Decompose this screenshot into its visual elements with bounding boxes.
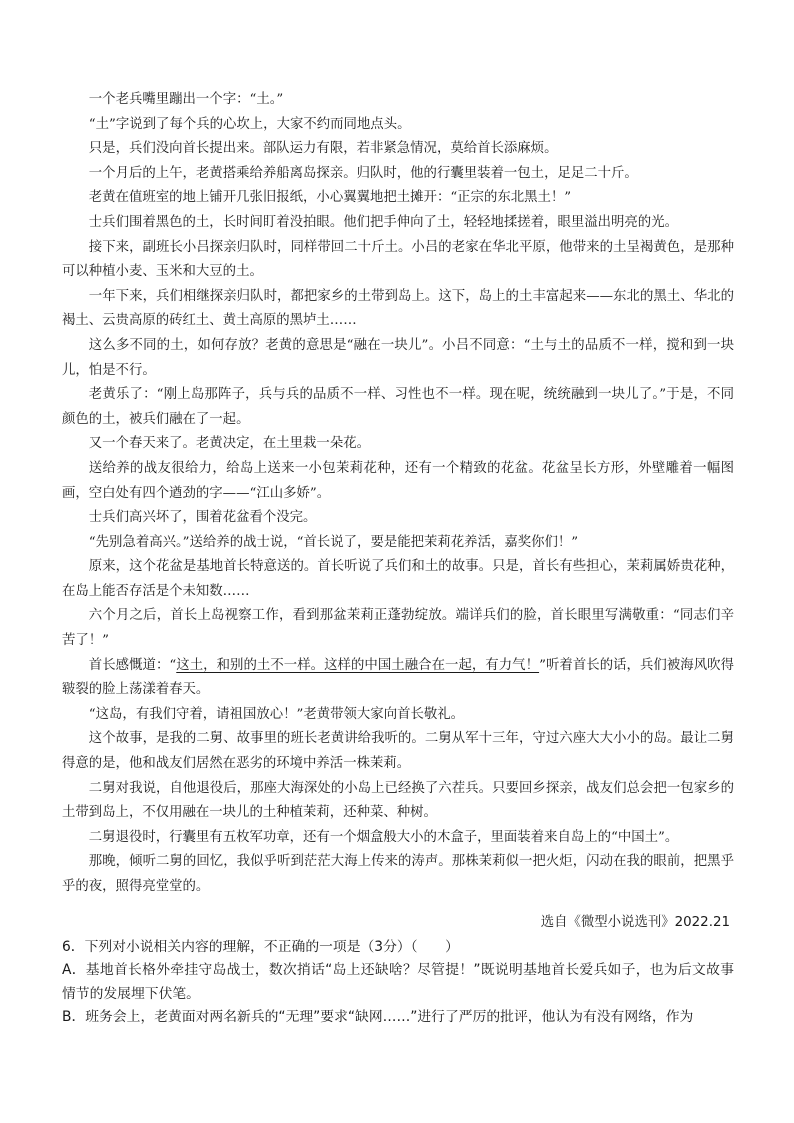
story-text bbox=[62, 88, 734, 900]
story-paragraph: 又一个春天来了。老黄决定，在土里栽一朵花。 bbox=[88, 436, 370, 452]
question-6-stem: 6．下列对小说相关内容的理解，不正确的一项是（3分）（ ） bbox=[62, 939, 459, 955]
questions-section bbox=[62, 936, 734, 1030]
story-paragraph: 六个月之后，首长上岛视察工作，看到那盆茉莉正蓬勃绽放。端详兵们的脸，首长眼里写满敬重：“同志们辛苦了！” bbox=[62, 608, 734, 649]
quote-lead: 首长感慨道：“ bbox=[88, 657, 177, 673]
story-paragraph: “这岛，有我们守着，请祖国放心！”老黄带领大家向首长敬礼。 bbox=[88, 706, 465, 722]
story-paragraph: 送给养的战友很给力，给岛上送来一小包茉莉花种，还有一个精致的花盆。花盆呈长方形，外壁雕着一幅图画，空白处有四个遒劲的字——“江山多娇”。 bbox=[62, 460, 734, 501]
quote-tail: ”听着首长的话，兵们被海风吹得皲裂的脸上荡漾着春天。 bbox=[62, 657, 734, 698]
option-b: B．班务会上，老黄面对两名新兵的“无理”要求“缺网……”进行了严厉的批评，他认为有没有网络，作为 bbox=[62, 1009, 694, 1026]
story-paragraph: 一年下来，兵们相继探亲归队时，都把家乡的土带到岛上。这下，岛上的土丰富起来——东北的黑土、华北的褐土、云贵高原的砖红土、黄土高原的黑垆土…… bbox=[62, 288, 734, 329]
story-paragraph: 老黄在值班室的地上铺开几张旧报纸，小心翼翼地把土摊开：“正宗的东北黑土！” bbox=[88, 190, 572, 206]
source-citation: 选自《微型小说选刊》2022.21 bbox=[540, 915, 730, 930]
story-paragraph-underlined-quote bbox=[62, 654, 734, 703]
story-paragraph: 二舅退役时，行囊里有五枚军功章，还有一个烟盒般大小的木盒子，里面装着来自岛上的“中国土”。 bbox=[88, 829, 679, 845]
story-paragraph: 老黄乐了：“刚上岛那阵子，兵与兵的品质不一样、习性也不一样。现在呢，统统融到一块儿了。”于是，不同颜色的土，被兵们融在了一起。 bbox=[62, 387, 734, 427]
story-paragraph: 那晚，倾听二舅的回忆，我似乎听到茫茫大海上传来的涛声。那株茉莉似一把火炬，闪动在我的眼前，把黑乎乎的夜，照得亮堂堂的。 bbox=[62, 854, 734, 894]
story-paragraph: “先别急着高兴。”送给养的战士说，“首长说了，要是能把茉莉花养活，嘉奖你们！” bbox=[88, 534, 579, 550]
story-paragraph: 这么多不同的土，如何存放？老黄的意思是“融在一块儿”。小吕不同意：“土与土的品质不一样，搅和到一块儿，怕是不行。 bbox=[62, 337, 734, 378]
story-paragraph: 原来，这个花盆是基地首长特意送的。首长听说了兵们和土的故事。只是，首长有些担心，茉莉属娇贵花种，在岛上能否存活是个未知数…… bbox=[62, 559, 734, 599]
story-paragraph: 一个老兵嘴里蹦出一个字：“土。” bbox=[88, 92, 284, 107]
story-paragraph: 士兵们高兴坏了，围着花盆看个没完。 bbox=[88, 510, 317, 526]
story-paragraph: 二舅对我说，自他退役后，那座大海深处的小岛上已经换了六茬兵。只要回乡探亲，战友们总会把一包家乡的土带到岛上，不仅用融在一块儿的土种植茉莉，还种菜、种树。 bbox=[62, 780, 734, 821]
story-paragraph: 接下来，副班长小吕探亲归队时，同样带回二十斤土。小吕的老家在华北平原，他带来的土呈褐黄色，是那种可以种植小麦、玉米和大豆的土。 bbox=[62, 239, 734, 280]
story-paragraph: 一个月后的上午，老黄搭乘给养船离岛探亲。归队时，他的行囊里装着一包土，足足二十斤。 bbox=[88, 165, 638, 181]
story-paragraph: 只是，兵们没向首长提出来。部队运力有限，若非紧急情况，莫给首长添麻烦。 bbox=[88, 141, 558, 157]
story-paragraph: 这个故事，是我的二舅、故事里的班长老黄讲给我听的。二舅从军十三年，守过六座大大小小的岛。最让二舅得意的是，他和战友们居然在恶劣的环境中养活一株茉莉。 bbox=[62, 731, 734, 772]
story-paragraph: 士兵们围着黑色的土，长时间盯着没拍眼。他们把手伸向了土，轻轻地揉搓着，眼里溢出明亮的光。 bbox=[88, 214, 678, 230]
underlined-quote: 这土，和别的土不一样。这样的中国土融合在一起，有力气！ bbox=[176, 657, 540, 673]
story-paragraph: “土”字说到了每个兵的心坎上，大家不约而同地点头。 bbox=[88, 116, 411, 132]
option-a: A．基地首长格外牵挂守岛战士，数次捎话“岛上还缺啥？尽管提！”既说明基地首长爱兵如子，也为后文故事情节的发展埋下伏笔。 bbox=[62, 962, 734, 1002]
